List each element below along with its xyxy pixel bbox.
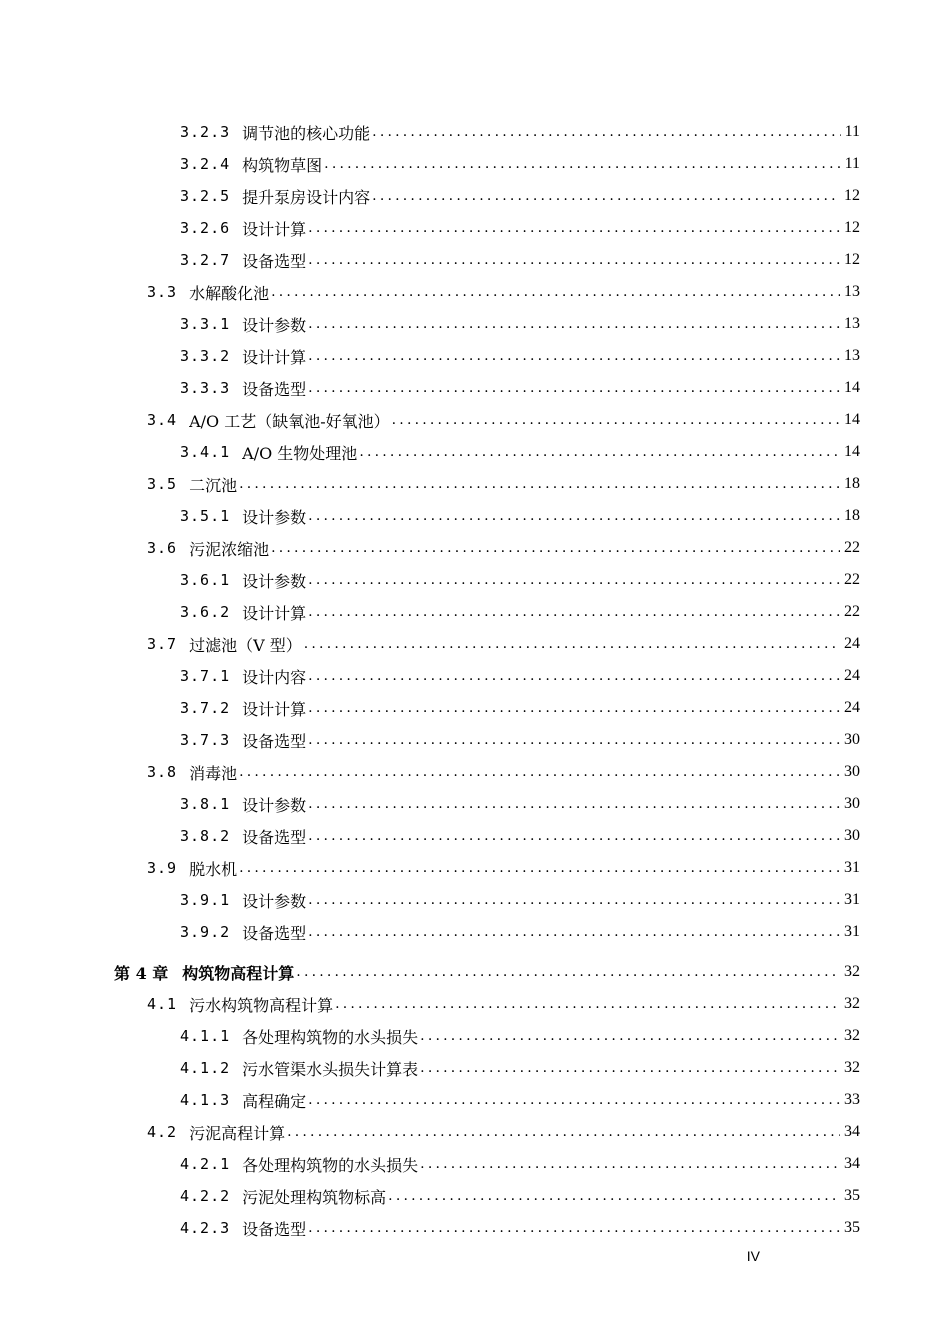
toc-entry-page: 30 [844, 795, 860, 812]
toc-entry-title: 污水构筑物高程计算 [189, 995, 334, 1015]
toc-entry-title: 二沉池 [189, 475, 238, 495]
page-number: IV [746, 1248, 760, 1264]
dot-leader [308, 732, 840, 748]
toc-entry[interactable] [147, 756, 860, 788]
toc-entry-number: 3.4.1 [180, 443, 231, 461]
toc-entry-page: 35 [844, 1219, 860, 1236]
dot-leader [308, 924, 840, 940]
toc-entry-page: 34 [844, 1155, 860, 1172]
dot-leader [372, 188, 840, 204]
toc-entry-title: 高程确定 [242, 1091, 307, 1111]
dot-leader [308, 220, 840, 236]
toc-entry-title: 各处理构筑物的水头损失 [242, 1027, 419, 1047]
toc-entry-number: 3.2.5 [180, 187, 231, 205]
toc-entry-page: 11 [844, 155, 860, 172]
toc-entry-page: 12 [844, 251, 860, 268]
dot-leader [308, 604, 840, 620]
toc-entry-title: 水解酸化池 [189, 283, 270, 303]
toc-entry-title: 设备选型 [242, 1219, 307, 1239]
dot-leader [308, 828, 840, 844]
toc-entry-number: 3.9 [147, 859, 178, 877]
toc-entry-number: 3.2.3 [180, 123, 231, 141]
toc-entry-page: 13 [844, 315, 860, 332]
toc-entry-number: 3.7.2 [180, 699, 231, 717]
toc-entry[interactable] [147, 532, 860, 564]
toc-entry-number: 4.2.2 [180, 1187, 231, 1205]
dot-leader [308, 668, 840, 684]
toc-entry[interactable] [180, 564, 860, 596]
toc-entry-title: 设计计算 [242, 603, 307, 623]
toc-entry-number: 3.8 [147, 763, 178, 781]
toc-entry[interactable] [180, 1084, 860, 1116]
toc-entry[interactable] [180, 788, 860, 820]
toc-entry-title: 设计内容 [242, 667, 307, 687]
toc-entry-title: 构筑物草图 [242, 155, 323, 175]
toc-entry-page: 24 [844, 667, 860, 684]
toc-entry-title: 设备选型 [242, 827, 307, 847]
dot-leader [239, 764, 840, 780]
dot-leader [308, 572, 840, 588]
toc-entry-page: 30 [844, 763, 860, 780]
toc-entry-title: 设计参数 [242, 571, 307, 591]
toc-entry-number: 3.5.1 [180, 507, 231, 525]
toc-entry[interactable] [180, 372, 860, 404]
toc-entry-number: 第 4 章 [114, 963, 169, 983]
toc-entry[interactable] [180, 308, 860, 340]
toc-entry-title: 设备选型 [242, 379, 307, 399]
toc-entry-page: 22 [844, 603, 860, 620]
toc-entry-page: 30 [844, 827, 860, 844]
toc-entry-number: 3.4 [147, 411, 178, 429]
toc-entry-page: 31 [844, 859, 860, 876]
toc-entry[interactable] [180, 1212, 860, 1244]
toc-entry-title: 设计参数 [242, 891, 307, 911]
dot-leader [308, 700, 840, 716]
toc-entry[interactable] [180, 500, 860, 532]
toc-entry-title: 设备选型 [242, 923, 307, 943]
toc-entry-number: 3.9.1 [180, 891, 231, 909]
toc-entry-page: 14 [844, 411, 860, 428]
toc-entry[interactable] [147, 404, 860, 436]
toc-entry[interactable] [147, 988, 860, 1020]
toc-entry-title: 设计参数 [242, 795, 307, 815]
toc-entry[interactable] [147, 852, 860, 884]
toc-entry-number: 3.3 [147, 283, 178, 301]
toc-entry-title: 设备选型 [242, 251, 307, 271]
toc-entry[interactable] [114, 956, 860, 988]
toc-entry-title: 设备选型 [242, 731, 307, 751]
dot-leader [392, 412, 840, 428]
toc-entry-number: 4.2.1 [180, 1155, 231, 1173]
dot-leader [287, 1124, 840, 1140]
toc-entry[interactable] [180, 884, 860, 916]
toc-entry-title: 污泥浓缩池 [189, 539, 270, 559]
dot-leader [239, 860, 840, 876]
toc-entry-title: 设计计算 [242, 219, 307, 239]
toc-entry-number: 3.6 [147, 539, 178, 557]
toc-entry-page: 24 [844, 699, 860, 716]
toc-entry[interactable] [180, 180, 860, 212]
dot-leader [308, 892, 840, 908]
dot-leader [271, 540, 840, 556]
toc-entry-title: 构筑物高程计算 [182, 963, 295, 983]
toc-entry-number: 4.2.3 [180, 1219, 231, 1237]
toc-entry[interactable] [180, 148, 860, 180]
toc-entry-title: 设计计算 [242, 699, 307, 719]
dot-leader [335, 996, 840, 1012]
toc-entry[interactable] [147, 1116, 860, 1148]
toc-entry[interactable] [180, 1148, 860, 1180]
toc-entry-number: 3.5 [147, 475, 178, 493]
dot-leader [324, 156, 840, 172]
dot-leader [359, 444, 840, 460]
toc-entry-title: 污水管渠水头损失计算表 [242, 1059, 419, 1079]
toc-entry-number: 3.3.1 [180, 315, 231, 333]
toc-entry[interactable] [180, 436, 860, 468]
toc-entry-title: 污泥高程计算 [189, 1123, 286, 1143]
toc-entry-number: 3.7.3 [180, 731, 231, 749]
toc-entry-title: 设计参数 [242, 315, 307, 335]
toc-entry-page: 13 [844, 347, 860, 364]
toc-entry[interactable] [180, 116, 860, 148]
toc-entry-page: 13 [844, 283, 860, 300]
toc-entry-page: 18 [844, 507, 860, 524]
toc-entry[interactable] [180, 212, 860, 244]
toc-entry-page: 35 [844, 1187, 860, 1204]
dot-leader [308, 796, 840, 812]
toc-entry-title: 设计计算 [242, 347, 307, 367]
dot-leader [420, 1060, 840, 1076]
toc-entry-number: 4.2 [147, 1123, 178, 1141]
toc-entry-page: 14 [844, 443, 860, 460]
toc-entry-title: A/O 生物处理池 [242, 443, 358, 463]
toc-entry-page: 33 [844, 1091, 860, 1108]
toc-entry-page: 24 [844, 635, 860, 652]
toc-entry-page: 12 [844, 187, 860, 204]
toc-entry-page: 31 [844, 923, 860, 940]
toc-entry-number: 4.1 [147, 995, 178, 1013]
toc-entry-title: A/O 工艺（缺氧池-好氧池） [189, 411, 390, 431]
toc-entry-title: 设计参数 [242, 507, 307, 527]
toc-entry-page: 11 [844, 123, 860, 140]
toc-entry-number: 3.9.2 [180, 923, 231, 941]
toc-entry-number: 3.7 [147, 635, 178, 653]
toc-entry[interactable] [180, 1180, 860, 1212]
dot-leader [271, 284, 840, 300]
toc-entry[interactable] [147, 628, 860, 660]
toc-entry-number: 3.3.2 [180, 347, 231, 365]
dot-leader [308, 380, 840, 396]
dot-leader [308, 252, 840, 268]
toc-entry-page: 12 [844, 219, 860, 236]
toc-entry-page: 32 [844, 1059, 860, 1076]
toc-entry-number: 3.6.2 [180, 603, 231, 621]
toc-entry-title: 提升泵房设计内容 [242, 187, 371, 207]
dot-leader [308, 1092, 840, 1108]
dot-leader [420, 1028, 840, 1044]
toc-entry-title: 污泥处理构筑物标高 [242, 1187, 387, 1207]
dot-leader [420, 1156, 840, 1172]
toc-entry-page: 22 [844, 539, 860, 556]
toc-entry[interactable] [180, 596, 860, 628]
toc-entry-number: 3.8.1 [180, 795, 231, 813]
toc-entry[interactable] [180, 692, 860, 724]
toc-entry[interactable] [180, 340, 860, 372]
toc-entry-title: 调节池的核心功能 [242, 123, 371, 143]
toc-entry-number: 4.1.3 [180, 1091, 231, 1109]
toc-entry-title: 消毒池 [189, 763, 238, 783]
dot-leader [304, 636, 840, 652]
toc-entry[interactable] [180, 244, 860, 276]
toc-entry-number: 3.6.1 [180, 571, 231, 589]
toc-entry[interactable] [180, 820, 860, 852]
dot-leader [296, 964, 840, 980]
toc-entry-number: 4.1.2 [180, 1059, 231, 1077]
dot-leader [308, 508, 840, 524]
toc-entry[interactable] [180, 916, 860, 948]
toc-entry-page: 18 [844, 475, 860, 492]
toc-entry[interactable] [180, 660, 860, 692]
dot-leader [372, 124, 840, 140]
toc-entry-title: 脱水机 [189, 859, 238, 879]
toc-entry-number: 4.1.1 [180, 1027, 231, 1045]
toc-entry[interactable] [180, 1020, 860, 1052]
toc-entry-page: 34 [844, 1123, 860, 1140]
toc-entry-number: 3.2.4 [180, 155, 231, 173]
toc-entry-page: 22 [844, 571, 860, 588]
toc-entry-number: 3.8.2 [180, 827, 231, 845]
toc-entry-number: 3.7.1 [180, 667, 231, 685]
toc-entry-page: 32 [844, 995, 860, 1012]
toc-entry-number: 3.3.3 [180, 379, 231, 397]
toc-entry-page: 30 [844, 731, 860, 748]
dot-leader [308, 316, 840, 332]
toc-entry-page: 14 [844, 379, 860, 396]
toc-entry-page: 31 [844, 891, 860, 908]
dot-leader [239, 476, 840, 492]
toc-entry-number: 3.2.7 [180, 251, 231, 269]
toc-entry[interactable] [180, 724, 860, 756]
dot-leader [388, 1188, 840, 1204]
toc-entry-page: 32 [844, 963, 860, 980]
toc-entry-page: 32 [844, 1027, 860, 1044]
toc-entry[interactable] [147, 468, 860, 500]
toc-entry-title: 过滤池（V 型） [189, 635, 302, 655]
dot-leader [308, 348, 840, 364]
dot-leader [308, 1220, 840, 1236]
toc-entry-title: 各处理构筑物的水头损失 [242, 1155, 419, 1175]
toc-entry[interactable] [180, 1052, 860, 1084]
toc-entry[interactable] [147, 276, 860, 308]
toc-entry-number: 3.2.6 [180, 219, 231, 237]
